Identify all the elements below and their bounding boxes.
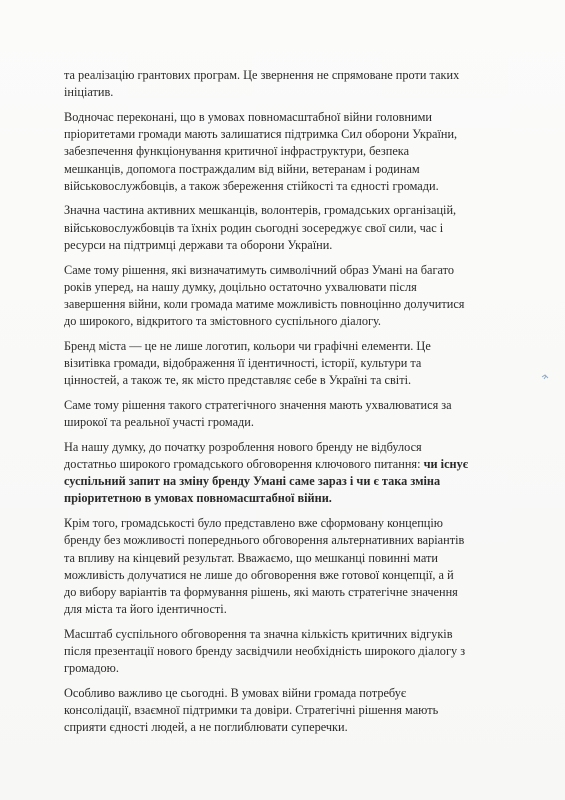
line: до широкого, відкритого та змістовного суспільного діалогу. (64, 314, 382, 329)
line: Саме тому рішення такого стратегічного значення мають ухвалюватися за (64, 397, 452, 412)
line: сприяти єдності людей, а не поглиблювати суперечки. (64, 720, 348, 735)
line: мешканців, допомога постраждалим від війни, ветеранам і родинам (64, 161, 420, 176)
ink-mark-icon (540, 372, 550, 382)
line: завершення війни, коли громада матиме можливість повноцінно долучитися (64, 296, 465, 311)
paragraph (64, 202, 510, 254)
line: На нашу думку, до початку розроблення нового бренду не відбулося (64, 439, 422, 454)
line: військовослужбовців та їхніх родин сьогодні зосереджує свої сили, час і (64, 220, 444, 235)
bold-question: чи існує (423, 457, 469, 472)
line: Крім того, громадськості було представлено вже сформовану концепцію (64, 516, 443, 531)
line: військовослужбовців, а також збереження стійкості та єдності громади. (64, 178, 439, 193)
line: пріоритетами громади мають залишатися підтримка Сил оборони України, (64, 127, 458, 142)
line: та реалізацію грантових програм. Це звернення не спрямоване проти таких (64, 68, 460, 82)
line: Особливо важливо це сьогодні. В умовах війни громада потребує (64, 686, 407, 700)
paragraph-emphasis (64, 439, 510, 508)
paragraph (64, 67, 510, 101)
line: ініціатив. (64, 85, 114, 100)
paragraph (64, 109, 510, 195)
line: ресурси на підтримці держави та оборони України. (64, 237, 333, 252)
document-body (64, 67, 510, 744)
line: Саме тому рішення, які визначатимуть символічний образ Умані на багато (64, 262, 454, 277)
line: після презентації нового бренду засвідчили необхідність широкого діалогу з (64, 644, 466, 659)
paragraph (64, 515, 510, 618)
line: Бренд міста — це не лише логотип, кольори чи графічні елементи. Це (64, 338, 431, 353)
line: громадою. (64, 661, 119, 676)
line: консолідації, взаємної підтримки та довіри. Стратегічні рішення мають (64, 703, 439, 718)
line: можливість долучатися не лише до обговорення вже готової концепції, а й (64, 567, 454, 582)
paragraph (64, 397, 510, 431)
line: Масштаб суспільного обговорення та значна кількість критичних відгуків (64, 626, 453, 641)
line: до вибору варіантів та формування рішень, які мають стратегічне значення (64, 584, 458, 599)
bold-question: пріоритетною в умовах повномасштабної війни. (64, 491, 332, 506)
paragraph (64, 338, 510, 390)
line: бренду без можливості попереднього обговорення альтернативних варіантів (64, 533, 465, 548)
line: для міста та його ідентичності. (64, 602, 227, 617)
line: Водночас переконані, що в умовах повномасштабної війни головними (64, 109, 432, 124)
line-lead: достатньо широкого громадського обговорення ключового питання: (64, 457, 424, 472)
paragraph (64, 626, 510, 678)
line: цінностей, а також те, як місто представляє себе в Україні та світі. (64, 373, 412, 388)
paragraph (64, 685, 510, 737)
line: широкої та реальної участі громади. (64, 415, 254, 430)
line: візитівка громади, відображення її ідентичності, історії, культури та (64, 356, 422, 371)
line: років уперед, на нашу думку, доцільно остаточно ухвалювати після (64, 279, 417, 294)
line: Значна частина активних мешканців, волонтерів, громадських організацій, (64, 203, 457, 218)
line: забезпечення функціонування критичної інфраструктури, безпека (64, 144, 410, 159)
paragraph (64, 262, 510, 331)
line: та впливу на кінцевий результат. Вважаємо, що мешканці повинні мати (64, 550, 438, 565)
bold-question: суспільний запит на зміну бренду Умані саме зараз і чи є така зміна (64, 474, 441, 489)
